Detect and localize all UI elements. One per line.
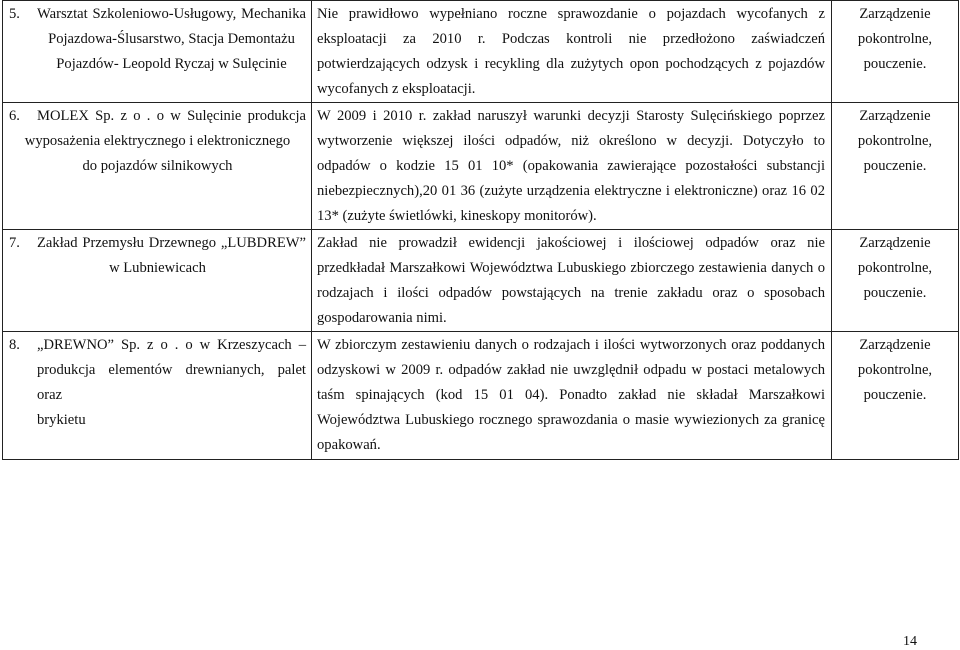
violation-description: W 2009 i 2010 r. zakład naruszył warunki decyzji Starosty Sulęcińskiego poprzez wytworzenie większej ilości odpadów, niż określono w decyzji. Dotyczyło to odpadów o kodzie 15 01 10* (opakowania zawierające pozostałości substancji niebezpiecznych),20 01 36 (zużyte urządzenia elektryczne i elektroniczne) oraz 16 02 13* (zużyte świetlówki, kineskopy monitorów).	[317, 108, 825, 224]
sanction-text: Zarządzenie pokontrolne, pouczenie.	[857, 108, 933, 174]
row-number: 5.	[9, 6, 20, 22]
entity-name-line: Warsztat Szkoleniowo-Usługowy, Mechanika	[37, 6, 306, 22]
violation-description: Zakład nie prowadził ewidencji jakościowej i ilościowej odpadów oraz nie przedkładał Marszałkowi Województwa Lubuskiego zbiorczego zestawienia danych o rodzajach i ilości odpadów powstających na trenie zakładu oraz o sposobach gospodarowania nimi.	[317, 235, 825, 326]
entity-name-line: brykietu	[37, 412, 86, 428]
description-cell	[312, 230, 832, 332]
sanction-text: Zarządzenie pokontrolne, pouczenie.	[857, 235, 933, 301]
entity-cell	[3, 103, 312, 230]
entity-name-line: w Lubniewicach	[109, 260, 206, 276]
entity-name-line: „DREWNO” Sp. z o . o w Krzeszycach –	[37, 337, 306, 353]
table-row	[3, 103, 959, 230]
sanction-text: Zarządzenie pokontrolne, pouczenie.	[857, 6, 933, 72]
entity-name-line: MOLEX Sp. z o . o w Sulęcinie produkcja	[37, 108, 306, 124]
table-row	[3, 1, 959, 103]
entity-name-line: wyposażenia elektrycznego i elektronicznego	[24, 133, 291, 149]
entity-cell	[3, 230, 312, 332]
sanction-text: Zarządzenie pokontrolne, pouczenie.	[857, 337, 933, 403]
violation-description: Nie prawidłowo wypełniano roczne sprawozdanie o pojazdach wycofanych z eksploatacji za 2010 r. Podczas kontroli nie przedłożono zaświadczeń potwierdzających odzysk i recykling dla zużytych opon pochodzących z pojazdów wycofanych z eksploatacji.	[317, 6, 825, 97]
entity-cell	[3, 1, 312, 103]
entity-name-line: Pojazdowa-Ślusarstwo, Stacja Demontażu	[48, 31, 295, 47]
row-number: 8.	[9, 337, 20, 353]
sanction-cell	[832, 332, 959, 460]
row-number: 6.	[9, 108, 20, 124]
row-number: 7.	[9, 235, 20, 251]
table-row	[3, 230, 959, 332]
sanction-cell	[832, 230, 959, 332]
description-cell	[312, 1, 832, 103]
inspection-results-table	[2, 0, 959, 460]
entity-name-line: produkcja elementów drewnianych, palet oraz	[37, 362, 306, 403]
description-cell	[312, 103, 832, 230]
violation-description: W zbiorczym zestawieniu danych o rodzajach i ilości wytworzonych oraz poddanych odzyskowi w 2009 r. odpadów zakład nie uwzględnił odpadu w postaci metalowych taśm spinających (kod 15 01 04). Ponadto zakład nie składał Marszałkowi Województwa Lubuskiego rocznego sprawozdania o masie wywiezionych za granicę opakowań.	[317, 337, 825, 453]
entity-name-line: Zakład Przemysłu Drzewnego „LUBDREW”	[37, 235, 306, 251]
description-cell	[312, 332, 832, 460]
sanction-cell	[832, 1, 959, 103]
table-row	[3, 332, 959, 460]
entity-name-line: do pojazdów silnikowych	[82, 158, 233, 174]
entity-name-line: Pojazdów- Leopold Ryczaj w Sulęcinie	[56, 56, 287, 72]
entity-cell	[3, 332, 312, 460]
page-number: 14	[903, 634, 917, 649]
sanction-cell	[832, 103, 959, 230]
